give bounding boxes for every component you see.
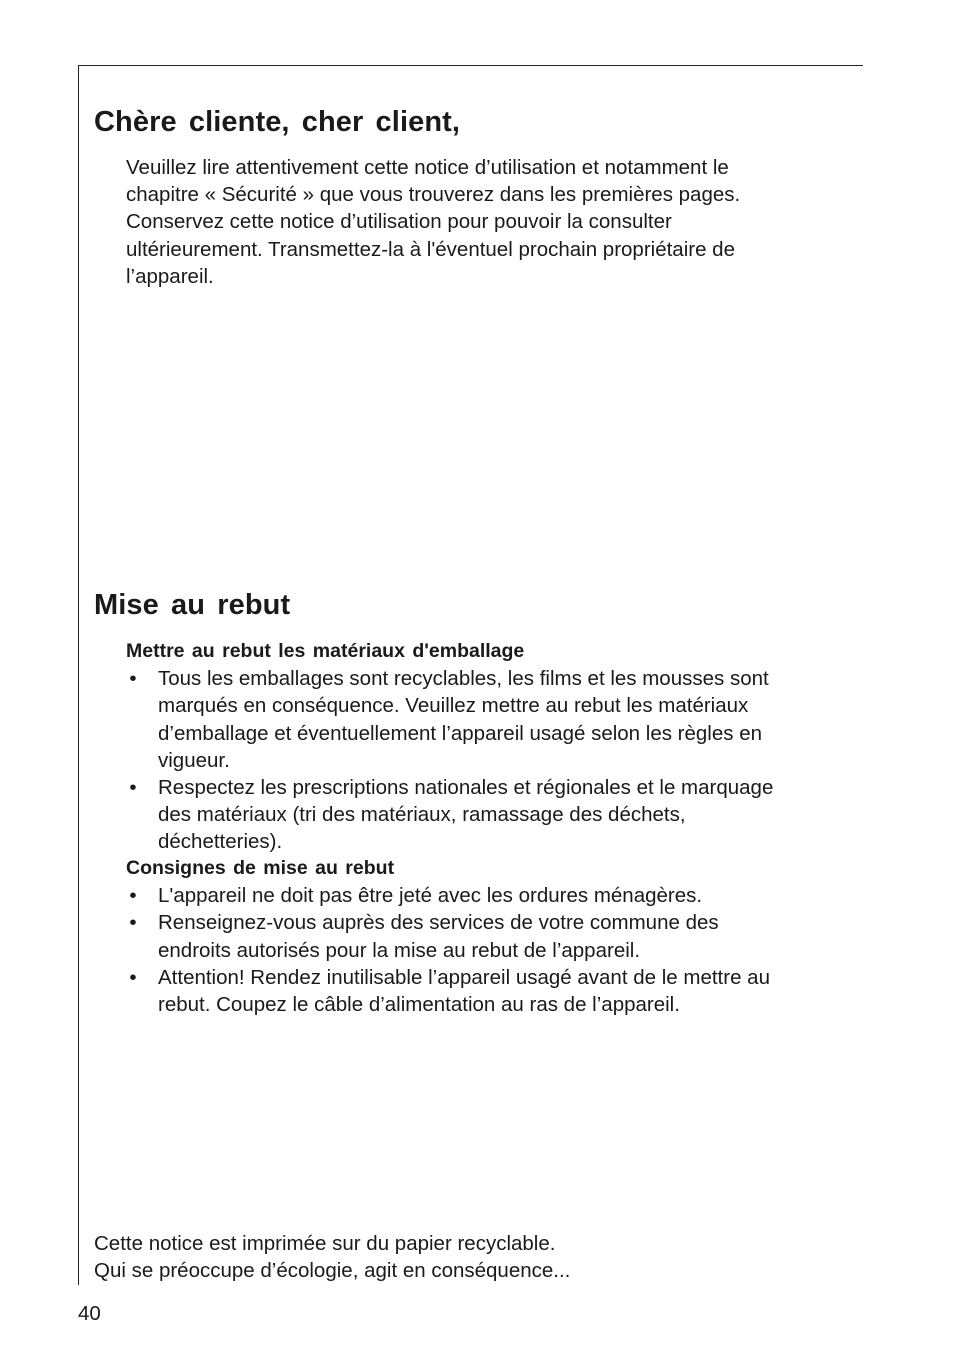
packaging-subheading: Mettre au rebut les matériaux d'emballage bbox=[126, 640, 525, 662]
welcome-line: l’appareil. bbox=[126, 264, 214, 288]
bullet-icon: • bbox=[129, 776, 137, 800]
bullet-icon: • bbox=[129, 911, 137, 935]
welcome-line: Conservez cette notice d’utilisation pour pouvoir la consulter bbox=[126, 210, 672, 234]
welcome-line: Veuillez lire attentivement cette notice d’utilisation et notamment le bbox=[126, 156, 729, 179]
list-item bbox=[126, 909, 846, 963]
bullet-line: Attention! Rendez inutilisable l’appareil usagé avant de le mettre au bbox=[158, 965, 770, 989]
packaging-section bbox=[126, 638, 846, 856]
bullet-line: Tous les emballages sont recyclables, les films et les mousses sont bbox=[158, 667, 769, 691]
frame-left-rule bbox=[78, 65, 79, 1285]
instructions-section bbox=[126, 855, 846, 1018]
welcome-paragraph bbox=[126, 154, 826, 290]
list-item bbox=[126, 964, 846, 1018]
bullet-line: vigueur. bbox=[158, 748, 230, 772]
welcome-heading: Chère cliente, cher client, bbox=[94, 106, 461, 138]
instructions-bullet-list bbox=[126, 882, 846, 1018]
disposal-heading: Mise au rebut bbox=[94, 589, 291, 621]
bullet-line: déchetteries). bbox=[158, 830, 283, 854]
recycling-note-line: Qui se préoccupe d’écologie, agit en conséquence... bbox=[94, 1259, 571, 1283]
welcome-line: chapitre « Sécurité » que vous trouverez dans les premières pages. bbox=[126, 183, 741, 207]
packaging-bullet-list bbox=[126, 665, 846, 855]
list-item bbox=[126, 774, 846, 856]
bullet-line: Respectez les prescriptions nationales et régionales et le marquage bbox=[158, 776, 774, 800]
list-item bbox=[126, 882, 846, 909]
bullet-icon: • bbox=[129, 667, 137, 691]
welcome-line: ultérieurement. Transmettez-la à l'éventuel prochain propriétaire de bbox=[126, 237, 735, 261]
bullet-line: L'appareil ne doit pas être jeté avec les ordures ménagères. bbox=[158, 884, 703, 908]
bullet-line: Renseignez-vous auprès des services de votre commune des bbox=[158, 911, 719, 935]
recycling-note bbox=[94, 1230, 794, 1284]
recycling-note-line: Cette notice est imprimée sur du papier recyclable. bbox=[94, 1232, 556, 1255]
page-number: 40 bbox=[78, 1302, 101, 1325]
list-item bbox=[126, 665, 846, 774]
instructions-subheading: Consignes de mise au rebut bbox=[126, 857, 395, 879]
bullet-line: endroits autorisés pour la mise au rebut de l’appareil. bbox=[158, 938, 641, 962]
bullet-icon: • bbox=[129, 884, 137, 908]
bullet-line: rebut. Coupez le câble d’alimentation au ras de l’appareil. bbox=[158, 993, 680, 1017]
bullet-line: marqués en conséquence. Veuillez mettre au rebut les matériaux bbox=[158, 694, 749, 718]
bullet-line: des matériaux (tri des matériaux, ramassage des déchets, bbox=[158, 803, 686, 827]
bullet-icon: • bbox=[129, 965, 137, 989]
bullet-line: d’emballage et éventuellement l’appareil usagé selon les règles en bbox=[158, 721, 762, 745]
frame-top-rule bbox=[78, 65, 863, 66]
